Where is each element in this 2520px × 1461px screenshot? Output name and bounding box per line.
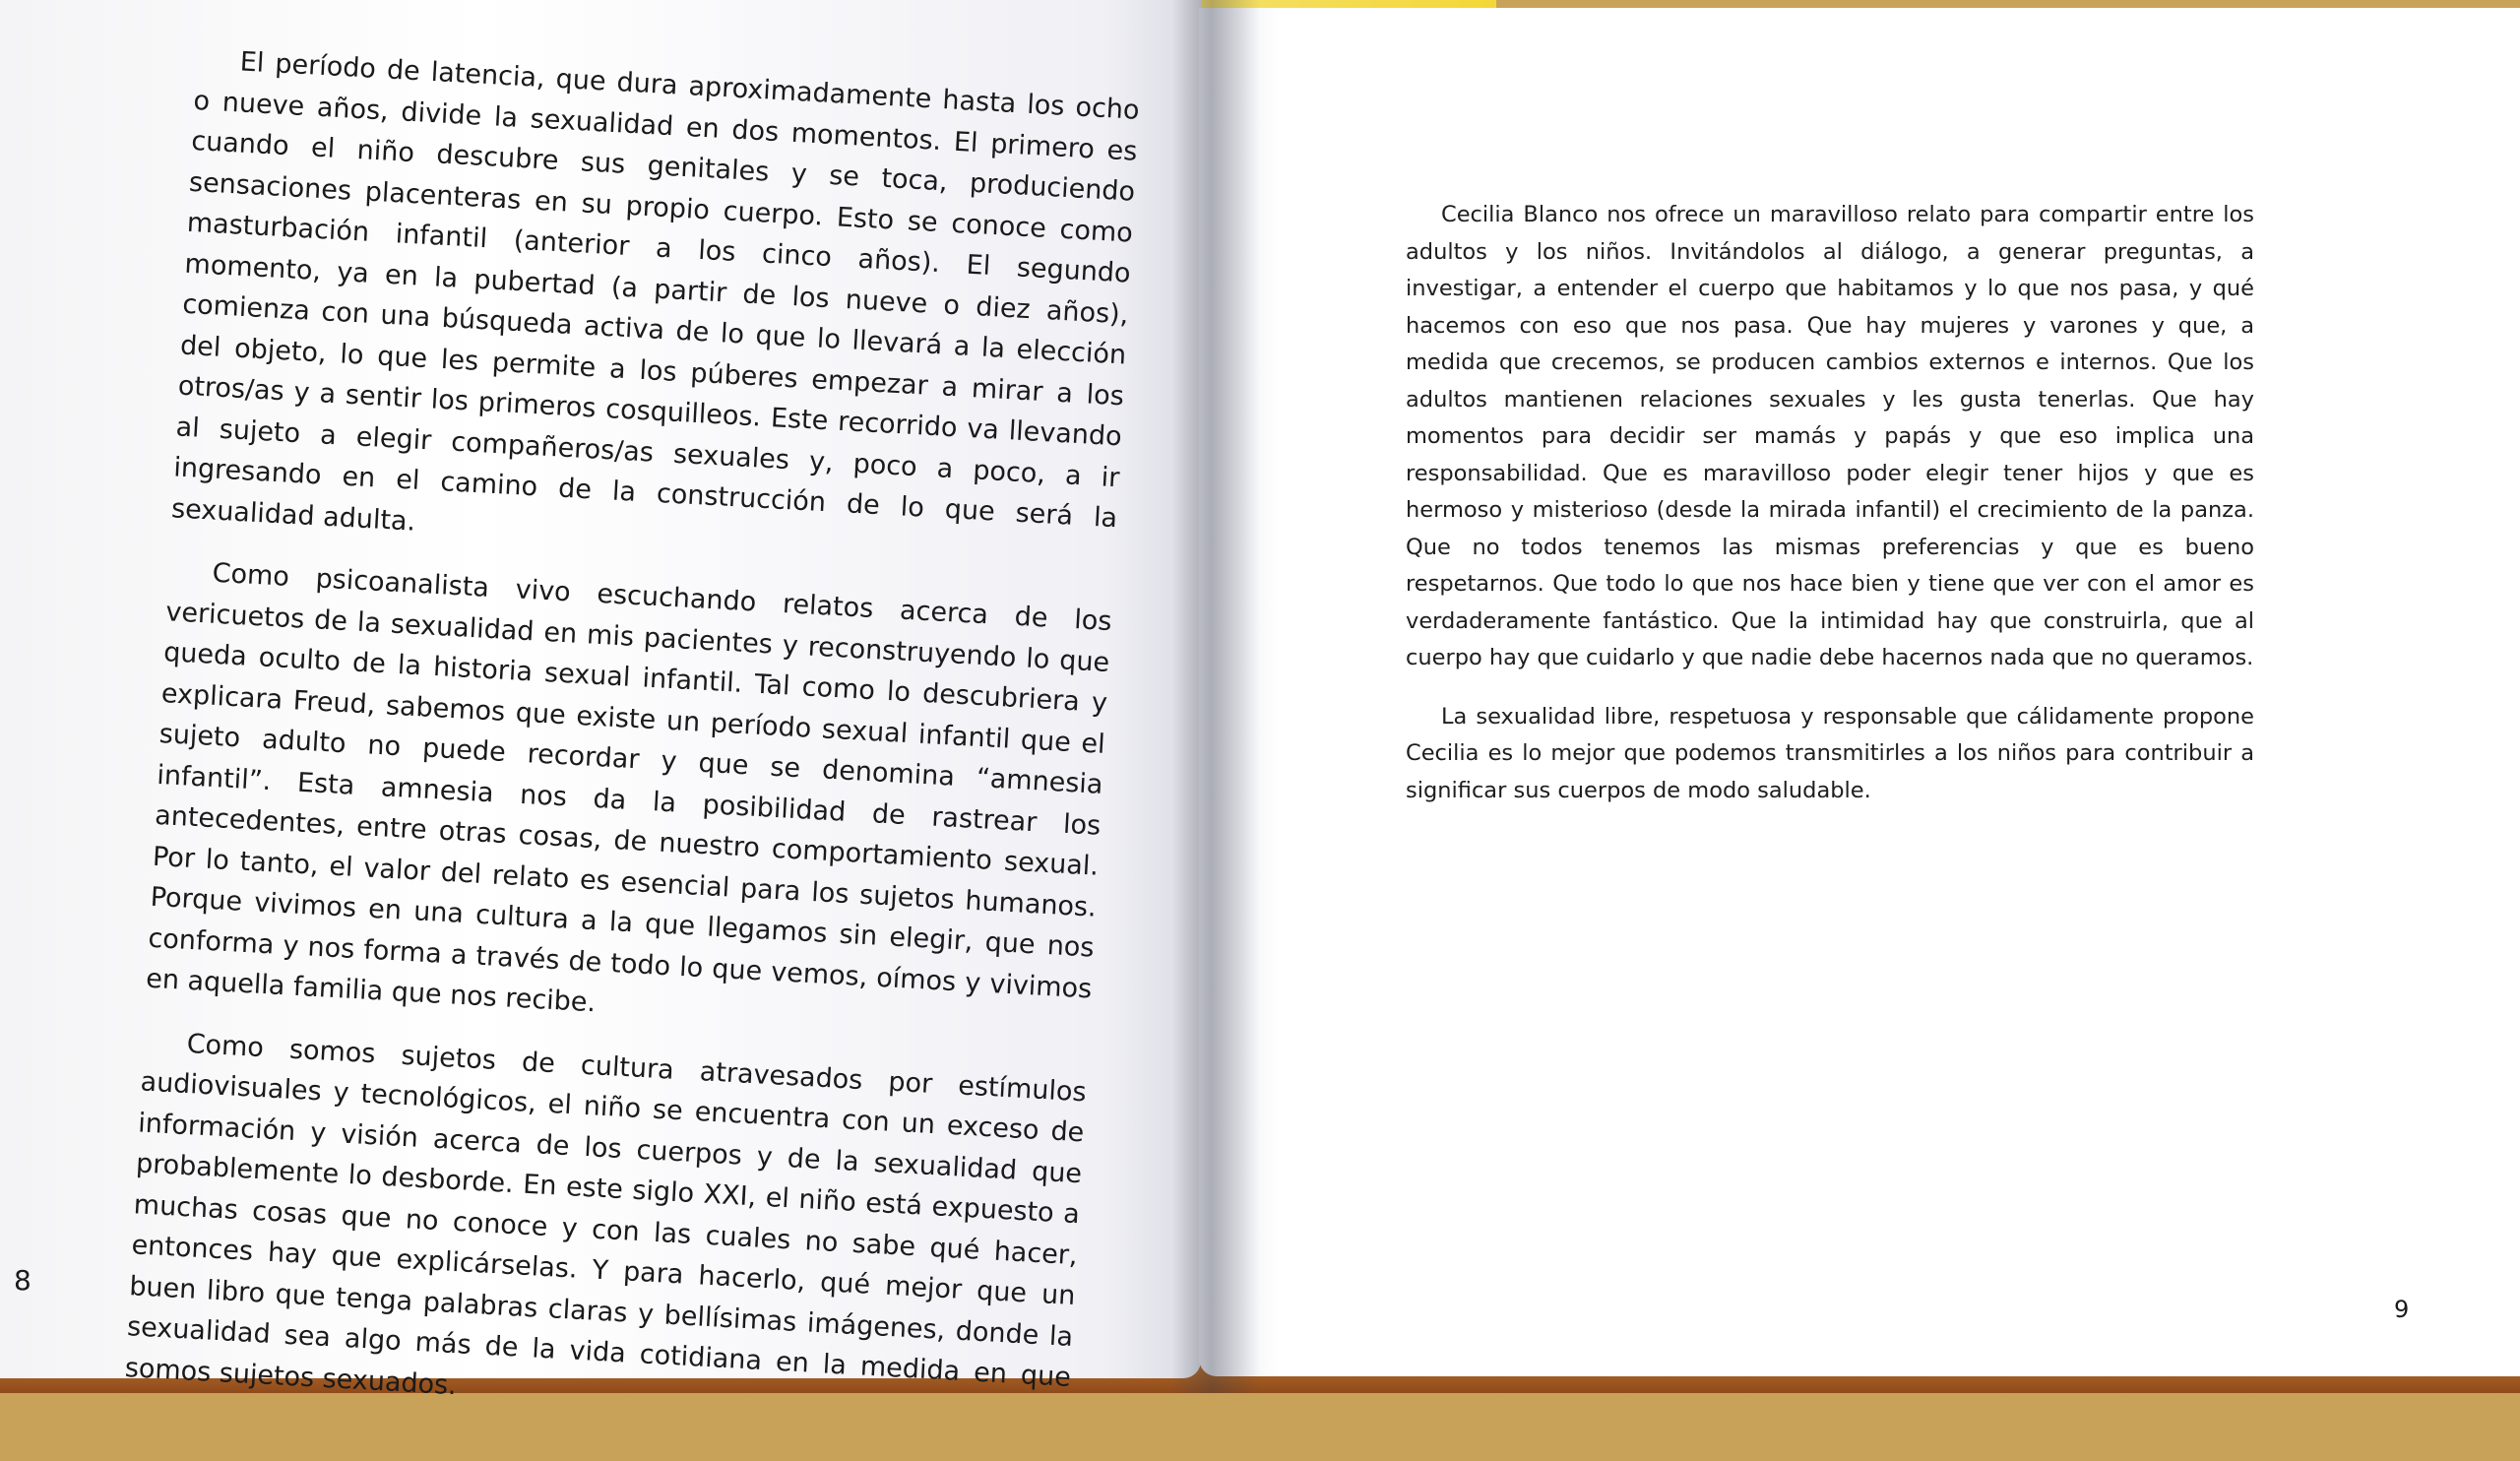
left-paragraph-2: Como psicoanalista vivo escuchando relatos acerca de los vericuetos de la sexualidad en mis pacientes y reconstruyendo lo que queda oculto de la historia sexual infantil. Tal como lo descubriera y explicara Freud, sabemos que existe un período sexual infantil que el sujeto adulto no puede recordar y que se denomina “amnesia infantil”. Esta amnesia nos da la posibilidad de rastrear los antecedentes, entre otras cosas, de nuestro comportamiento sexual. Por lo tanto, el valor del relato es esencial para los sujetos humanos. Porque vivimos en una cultura a la que llegamos sin elegir, que nos conforma y nos forma a través de todo lo que vemos, oímos y vivimos en aquella familia que nos recibe.: [145, 557, 1113, 1019]
left-page-number: 8: [14, 1264, 32, 1297]
right-paragraph-2: La sexualidad libre, respetuosa y responsable que cálidamente propone Cecilia es lo mejor que podemos transmitirles a los niños para contribuir a significar sus cuerpos de modo saludable.: [1406, 703, 2254, 803]
right-page-number: 9: [2394, 1296, 2410, 1323]
left-page: [0, 0, 1201, 1401]
left-paragraph-1: El período de latencia, que dura aproximadamente hasta los ocho o nueve años, divide la sexualidad en dos momentos. El primero es cuando el niño descubre sus genitales y se toca, produciendo sensaciones placenteras en su propio cuerpo. Esto se conoce como masturbación infantil (anterior a los cinco años). El segundo momento, ya en la pubertad (a partir de los nueve o diez años), comienza con una búsqueda activa de lo que lo llevará a la elección del objeto, lo que les permite a los púberes empezar a mirar a los otros/as y a sentir los primeros cosquilleos. Este recorrido va llevando al sujeto a elegir compañeros/as sexuales y, poco a poco, a ir ingresando en el camino de la construcción de lo que será la sexualidad adulta.: [170, 46, 1141, 538]
book-spine-shadow: [1171, 0, 1260, 1393]
right-paragraph-1: Cecilia Blanco nos ofrece un maravilloso relato para compartir entre los adultos y los niños. Invitándolos al diálogo, a generar preguntas, a investigar, a entender el cuerpo que habitamos y lo que nos pasa, y qué hacemos con eso que nos pasa. Que hay mujeres y varones y que, a medida que crecemos, se producen cambios externos e internos. Que los adultos mantienen relaciones sexuales y les gusta tenerlas. Que hay momentos para decidir ser mamás y papás y que eso implica una responsabilidad. Que es maravilloso poder elegir tener hijos y que es hermoso y misterioso (desde la mirada infantil) el crecimiento de la panza. Que no todos tenemos las mismas preferencias y que es bueno respetarnos. Que todo lo que nos hace bien y tiene que ver con el amor es verdaderamente fantástico. Que la intimidad hay que construirla, que al cuerpo hay que cuidarlo y que nadie debe hacernos nada que no queramos.: [1406, 202, 2254, 670]
left-page-body: [123, 39, 1141, 1461]
left-paragraph-3: Como somos sujetos de cultura atravesados por estímulos audiovisuales y tecnológicos, el niño se encuentra con un exceso de información y visión acerca de los cuerpos y de la sexualidad que probablemente lo desborde. En este siglo XXI, el niño está expuesto a muchas cosas que no conoce y con las cuales no sabe qué hacer, entonces hay que explicárselas. Y para hacerlo, qué mejor que un buen libro que tenga palabras claras y bellísimas imágenes, donde la sexualidad sea algo más de la vida cotidiana en la medida en que somos sujetos sexuados.: [124, 1028, 1088, 1401]
right-page-body: [1406, 197, 2254, 831]
